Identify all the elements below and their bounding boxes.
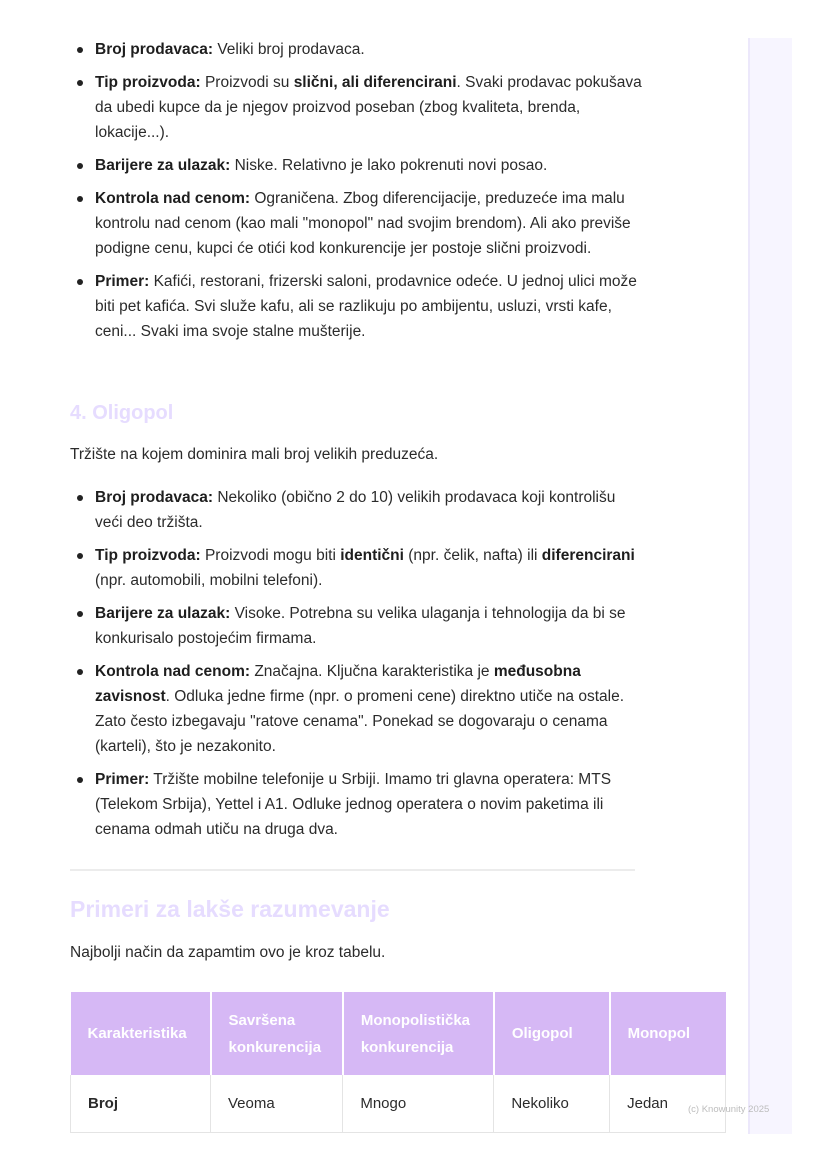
bullet-text: Visoke. Potrebna su velika ulaganja i tehnologija da bi se konkurisalo postojećim firmama. bbox=[95, 605, 626, 647]
list-item bbox=[70, 601, 645, 651]
list-item bbox=[70, 186, 645, 261]
bullet-text: (npr. automobili, mobilni telefoni). bbox=[95, 572, 323, 589]
bullet-label: Tip proizvoda: bbox=[95, 547, 201, 564]
bullet-text: Proizvodi mogu biti bbox=[200, 547, 341, 564]
bullet-label: Primer: bbox=[95, 771, 150, 788]
emphasis-text: međusobna zavisnost bbox=[95, 663, 581, 705]
emphasis-text: identični bbox=[340, 547, 404, 564]
bullet-text: Kafići, restorani, frizerski saloni, prodavnice odeće. U jednoj ulici može biti pet kafića. Svi služe kafu, ali se razlikuju po ambijentu, usluzi, vrsti kafe, ceni... Svaki ima svoje stalne mušterije. bbox=[95, 273, 637, 340]
comparison-table bbox=[70, 992, 726, 1133]
examples-heading: Primeri za lakše razumevanje bbox=[70, 896, 390, 922]
monopolistic-bullet-list bbox=[70, 37, 645, 344]
oligopol-bullets-section bbox=[70, 485, 645, 842]
examples-intro: Najbolji način da zapamtim ovo je kroz tabelu. bbox=[70, 944, 386, 961]
oligopol-heading: 4. Oligopol bbox=[70, 402, 174, 424]
list-item bbox=[70, 767, 645, 842]
bullet-label: Barijere za ulazak: bbox=[95, 605, 231, 622]
table-header-cell: Monopolistička konkurencija bbox=[343, 992, 494, 1075]
bullet-label: Kontrola nad cenom: bbox=[95, 663, 251, 680]
list-item bbox=[70, 659, 645, 759]
bullet-text: Ograničena. Zbog diferencijacije, preduzeće ima malu kontrolu nad cenom (kao mali "monopol" nad svojim brendom). Ali ako previše podigne cenu, kupci će otići kod konkurencije jer postoje slični proizvodi. bbox=[95, 190, 631, 257]
bullet-text: Veliki broj prodavaca. bbox=[213, 41, 365, 58]
copyright-footer: (c) Knowunity 2025 bbox=[688, 1104, 770, 1115]
bullet-text: . Odluka jedne firme (npr. o promeni cene) direktno utiče na ostale. Zato često izbegavaju "ratove cenama". Ponekad se dogovaraju o cenama (karteli), što je nezakonito. bbox=[95, 688, 624, 755]
table-cell: Jedan bbox=[610, 1075, 726, 1133]
table-row bbox=[71, 1075, 726, 1133]
list-item bbox=[70, 70, 645, 145]
bullet-label: Barijere za ulazak: bbox=[95, 157, 231, 174]
list-item bbox=[70, 485, 645, 535]
table-header-row bbox=[71, 992, 726, 1075]
bullet-text: Značajna. Ključna karakteristika je bbox=[250, 663, 494, 680]
table-cell: Broj bbox=[71, 1075, 211, 1133]
bullet-text: Tržište mobilne telefonije u Srbiji. Imamo tri glavna operatera: MTS (Telekom Srbija), Yettel i A1. Odluke jednog operatera o novim paketima ili cenama odmah utiču na druga dva. bbox=[95, 771, 612, 838]
table-body bbox=[71, 1075, 726, 1133]
bullet-text: . Svaki prodavac pokušava da ubedi kupce da je njegov proizvod poseban (zbog kvaliteta, brenda, lokacije...). bbox=[95, 74, 642, 141]
list-item bbox=[70, 269, 645, 344]
list-item bbox=[70, 543, 645, 593]
right-sidebar-panel bbox=[748, 38, 792, 1134]
section-divider bbox=[70, 869, 635, 871]
bullet-label: Tip proizvoda: bbox=[95, 74, 201, 91]
bullet-text: Niske. Relativno je lako pokrenuti novi posao. bbox=[230, 157, 548, 174]
emphasis-text: diferencirani bbox=[541, 547, 635, 564]
table-cell: Nekoliko bbox=[494, 1075, 610, 1133]
list-item bbox=[70, 37, 645, 62]
bullet-text: Nekoliko (obično 2 do 10) velikih prodavaca koji kontrolišu veći deo tržišta. bbox=[95, 489, 616, 531]
bullet-label: Kontrola nad cenom: bbox=[95, 190, 251, 207]
bullet-text: (npr. čelik, nafta) ili bbox=[403, 547, 542, 564]
bullet-label: Primer: bbox=[95, 273, 150, 290]
monopolistic-bullets-section bbox=[70, 37, 645, 344]
table-cell: Veoma bbox=[211, 1075, 343, 1133]
table-cell: Mnogo bbox=[343, 1075, 494, 1133]
table-header-cell: Savršena konkurencija bbox=[211, 992, 343, 1075]
bullet-text: Proizvodi su bbox=[200, 74, 294, 91]
table-header-cell: Monopol bbox=[610, 992, 726, 1075]
table-header-cell: Karakteristika bbox=[71, 992, 211, 1075]
oligopol-bullet-list bbox=[70, 485, 645, 842]
bullet-label: Broj prodavaca: bbox=[95, 489, 214, 506]
table-header-cell: Oligopol bbox=[494, 992, 610, 1075]
bullet-label: Broj prodavaca: bbox=[95, 41, 214, 58]
list-item bbox=[70, 153, 645, 178]
oligopol-intro: Tržište na kojem dominira mali broj velikih preduzeća. bbox=[70, 446, 439, 463]
emphasis-text: slični, ali diferencirani bbox=[293, 74, 457, 91]
